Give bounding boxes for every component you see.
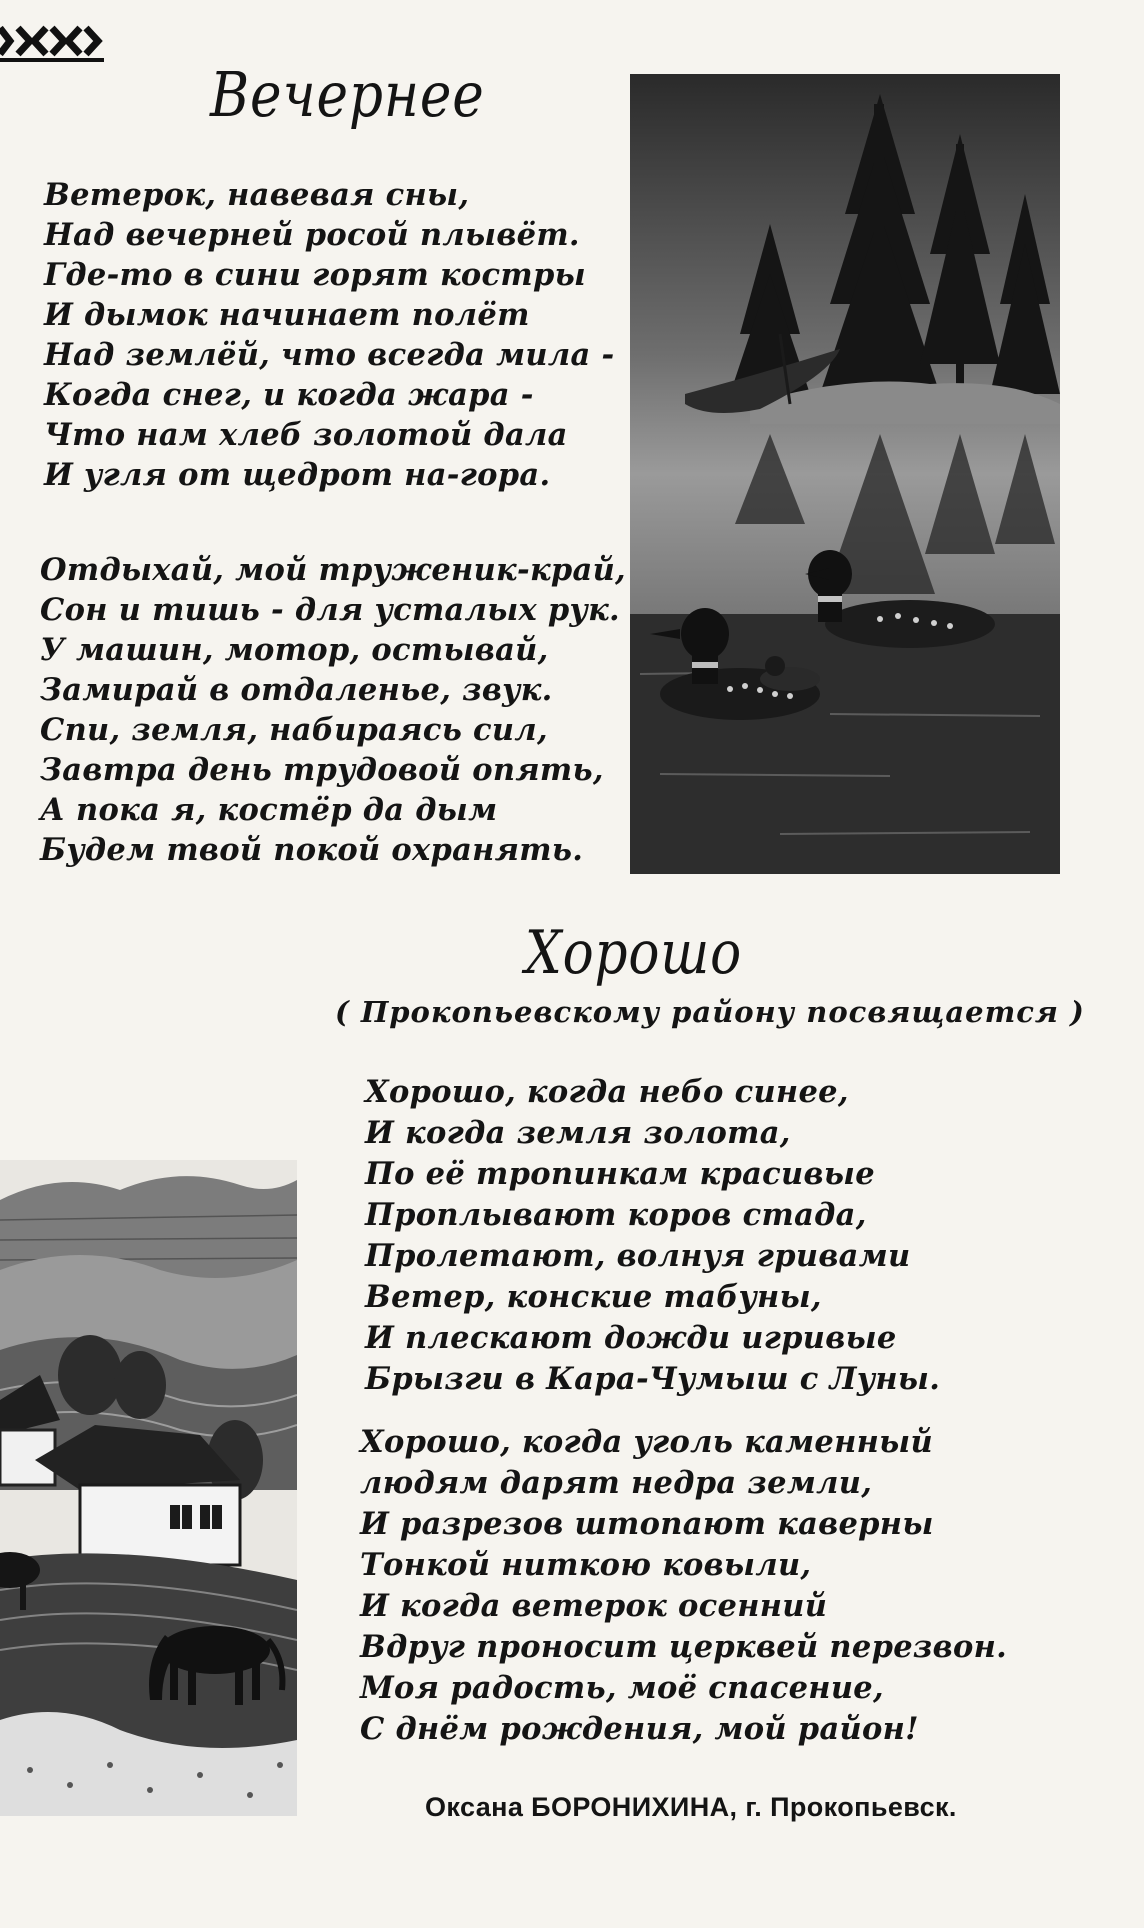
lake-with-loons-and-canoe-image [630, 74, 1060, 874]
poem-line: Когда снег, и когда жара - [44, 377, 534, 413]
poem-line: Тонкой ниткою ковыли, [360, 1547, 812, 1583]
poem-line: И плескают дожди игривые [365, 1320, 897, 1356]
poem-line: Завтра день трудовой опять, [40, 752, 604, 788]
poem2-stanza-2 [360, 1422, 1007, 1750]
poem2-stanza-1 [365, 1072, 940, 1400]
poem-line: Ветерок, навевая сны, [44, 177, 470, 213]
poem-line: Отдыхай, мой труженик-край, [40, 552, 626, 588]
poem-line: Спи, земля, набираясь сил, [40, 712, 548, 748]
poem-line: Проплывают коров стада, [365, 1197, 867, 1233]
poem-line: Над вечерней росой плывёт. [44, 217, 580, 253]
poem-line: И когда земля золота, [365, 1115, 791, 1151]
poem-line: И когда ветерок осенний [360, 1588, 828, 1624]
poem-line: А пока я, костёр да дым [40, 792, 498, 828]
poem-line: Над землёй, что всегда мила - [44, 337, 615, 373]
poem-line: По её тропинкам красивые [365, 1156, 875, 1192]
poem-line: И разрезов штопают каверны [360, 1506, 934, 1542]
poem-line: Моя радость, моё спасение, [360, 1670, 884, 1706]
poem-line: людям дарят недра земли, [360, 1465, 873, 1501]
poem-line: Хорошо, когда небо синее, [365, 1074, 849, 1110]
poem1-stanza-1 [44, 175, 614, 495]
poem-title-evening: Вечернее [210, 58, 485, 131]
poem-title-good: Хорошо [525, 918, 743, 988]
poem-line: Ветер, конские табуны, [365, 1279, 822, 1315]
poem-line: У машин, мотор, остывай, [40, 632, 549, 668]
countryside-with-houses-and-horse-image [0, 1160, 297, 1816]
poem-line: И угля от щедрот на-гора. [44, 457, 551, 493]
poem-line: Пролетают, волнуя гривами [365, 1238, 911, 1274]
poem-line: И дымок начинает полёт [44, 297, 530, 333]
ornament-icon [0, 18, 110, 64]
poem-line: Вдруг проносит церквей перезвон. [360, 1629, 1008, 1665]
author-signature: Оксана БОРОНИХИНА, г. Прокопьевск. [425, 1792, 957, 1822]
poem-line: Где-то в сини горят костры [44, 257, 586, 293]
poem-line: С днём рождения, мой район! [360, 1711, 919, 1747]
poem-line: Сон и тишь - для усталых рук. [40, 592, 620, 628]
poem-line: Что нам хлеб золотой дала [44, 417, 568, 453]
poem-line: Замирай в отдаленье, звук. [40, 672, 553, 708]
poem-line: Хорошо, когда уголь каменный [360, 1424, 933, 1460]
poem-line: Брызги в Кара-Чумыш с Луны. [365, 1361, 941, 1397]
poem-dedication: ( Прокопьевскому району посвящается ) [335, 995, 1085, 1029]
poem1-stanza-2 [40, 550, 626, 870]
poem-line: Будем твой покой охранять. [40, 832, 584, 868]
